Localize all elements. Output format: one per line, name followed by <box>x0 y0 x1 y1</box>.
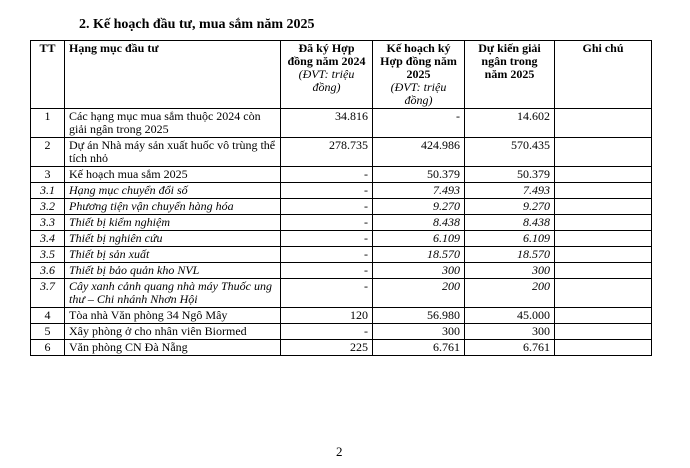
cell-plan-2025: 56.980 <box>373 308 465 324</box>
cell-note <box>555 279 652 308</box>
table-row <box>31 138 652 167</box>
table-row <box>31 308 652 324</box>
cell-category: Kế hoạch mua sắm 2025 <box>65 167 281 183</box>
cell-tt: 3.3 <box>31 215 65 231</box>
cell-note <box>555 324 652 340</box>
cell-contract-2024: - <box>281 183 373 199</box>
cell-category: Thiết bị sản xuất <box>65 247 281 263</box>
cell-category: Dự án Nhà máy sản xuất huốc vô trùng thể tích nhỏ <box>65 138 281 167</box>
cell-category: Cây xanh cảnh quang nhà máy Thuốc ung thư – Chi nhánh Nhơn Hội <box>65 279 281 308</box>
cell-tt: 3 <box>31 167 65 183</box>
cell-disbursement-2025: 7.493 <box>465 183 555 199</box>
cell-tt: 3.1 <box>31 183 65 199</box>
header-tt: TT <box>31 41 65 109</box>
cell-tt: 5 <box>31 324 65 340</box>
table-row <box>31 324 652 340</box>
cell-tt: 3.4 <box>31 231 65 247</box>
table-row <box>31 167 652 183</box>
table-row <box>31 183 652 199</box>
page-number: 2 <box>336 444 343 459</box>
cell-note <box>555 199 652 215</box>
table-row <box>31 199 652 215</box>
cell-disbursement-2025: 200 <box>465 279 555 308</box>
cell-disbursement-2025: 8.438 <box>465 215 555 231</box>
cell-category: Phương tiện vận chuyển hàng hóa <box>65 199 281 215</box>
cell-category: Thiết bị kiểm nghiệm <box>65 215 281 231</box>
header-plan-label: Kế hoạch ký Hợp đồng năm 2025 <box>380 41 457 81</box>
investment-plan-table <box>30 40 652 356</box>
cell-contract-2024: - <box>281 324 373 340</box>
header-disbursement-2025: Dự kiến giải ngân trong năm 2025 <box>465 41 555 109</box>
cell-disbursement-2025: 300 <box>465 263 555 279</box>
cell-note <box>555 167 652 183</box>
cell-tt: 6 <box>31 340 65 356</box>
table-row <box>31 215 652 231</box>
cell-note <box>555 183 652 199</box>
cell-plan-2025: 18.570 <box>373 247 465 263</box>
table-row <box>31 263 652 279</box>
cell-plan-2025: 9.270 <box>373 199 465 215</box>
cell-disbursement-2025: 9.270 <box>465 199 555 215</box>
cell-contract-2024: - <box>281 279 373 308</box>
cell-note <box>555 215 652 231</box>
header-note: Ghi chú <box>555 41 652 109</box>
cell-tt: 4 <box>31 308 65 324</box>
cell-note <box>555 231 652 247</box>
cell-note <box>555 109 652 138</box>
table-row <box>31 109 652 138</box>
cell-contract-2024: 34.816 <box>281 109 373 138</box>
cell-category: Các hạng mục mua sắm thuộc 2024 còn giải ngân trong 2025 <box>65 109 281 138</box>
cell-category: Thiết bị nghiên cứu <box>65 231 281 247</box>
cell-category: Văn phòng CN Đà Nẵng <box>65 340 281 356</box>
cell-plan-2025: 300 <box>373 324 465 340</box>
table-row <box>31 279 652 308</box>
cell-category: Hạng mục chuyển đổi số <box>65 183 281 199</box>
cell-plan-2025: 300 <box>373 263 465 279</box>
cell-disbursement-2025: 45.000 <box>465 308 555 324</box>
cell-disbursement-2025: 6.109 <box>465 231 555 247</box>
cell-plan-2025: 200 <box>373 279 465 308</box>
cell-disbursement-2025: 6.761 <box>465 340 555 356</box>
cell-plan-2025: - <box>373 109 465 138</box>
section-heading: 2. Kế hoạch đầu tư, mua sắm năm 2025 <box>79 17 315 32</box>
cell-contract-2024: - <box>281 263 373 279</box>
header-plan-unit: (ĐVT: triệu đồng) <box>390 80 447 107</box>
cell-plan-2025: 6.109 <box>373 231 465 247</box>
header-category: Hạng mục đầu tư <box>65 41 281 109</box>
cell-contract-2024: - <box>281 247 373 263</box>
cell-tt: 3.5 <box>31 247 65 263</box>
cell-contract-2024: 120 <box>281 308 373 324</box>
cell-disbursement-2025: 570.435 <box>465 138 555 167</box>
cell-tt: 3.2 <box>31 199 65 215</box>
cell-plan-2025: 50.379 <box>373 167 465 183</box>
cell-tt: 2 <box>31 138 65 167</box>
table-body <box>31 109 652 356</box>
cell-tt: 3.7 <box>31 279 65 308</box>
table-header-row <box>31 41 652 109</box>
cell-plan-2025: 424.986 <box>373 138 465 167</box>
cell-plan-2025: 6.761 <box>373 340 465 356</box>
cell-note <box>555 247 652 263</box>
table-row <box>31 231 652 247</box>
header-contract-label: Đã ký Hợp đồng năm 2024 <box>287 41 366 68</box>
cell-disbursement-2025: 14.602 <box>465 109 555 138</box>
header-plan-2025 <box>373 41 465 109</box>
cell-category: Xây phòng ở cho nhân viên Biormed <box>65 324 281 340</box>
cell-disbursement-2025: 50.379 <box>465 167 555 183</box>
cell-tt: 1 <box>31 109 65 138</box>
table-row <box>31 247 652 263</box>
cell-plan-2025: 7.493 <box>373 183 465 199</box>
cell-disbursement-2025: 18.570 <box>465 247 555 263</box>
cell-contract-2024: - <box>281 231 373 247</box>
header-contract-unit: (ĐVT: triệu đồng) <box>298 67 355 94</box>
table-row <box>31 340 652 356</box>
cell-category: Thiết bị bảo quản kho NVL <box>65 263 281 279</box>
cell-note <box>555 308 652 324</box>
cell-note <box>555 340 652 356</box>
cell-contract-2024: - <box>281 199 373 215</box>
cell-contract-2024: - <box>281 215 373 231</box>
header-contract-2024 <box>281 41 373 109</box>
cell-contract-2024: - <box>281 167 373 183</box>
cell-contract-2024: 278.735 <box>281 138 373 167</box>
cell-note <box>555 138 652 167</box>
cell-category: Tòa nhà Văn phòng 34 Ngô Mây <box>65 308 281 324</box>
cell-plan-2025: 8.438 <box>373 215 465 231</box>
cell-contract-2024: 225 <box>281 340 373 356</box>
cell-disbursement-2025: 300 <box>465 324 555 340</box>
cell-tt: 3.6 <box>31 263 65 279</box>
cell-note <box>555 263 652 279</box>
